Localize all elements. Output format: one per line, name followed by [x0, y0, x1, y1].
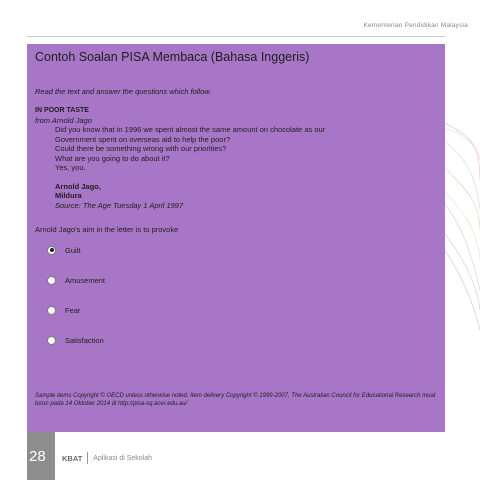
option-label: Guilt	[65, 245, 81, 255]
text-author: from Arnold Jago	[35, 115, 92, 125]
text-line: Could there be something wrong with our priorities?	[55, 144, 227, 153]
reading-text	[35, 106, 435, 210]
footer-kbat: KBAT	[62, 453, 83, 463]
radio-button[interactable]	[47, 336, 56, 345]
radio-button[interactable]	[47, 246, 56, 255]
signature-block	[35, 182, 435, 211]
sample-question-panel	[27, 44, 445, 432]
page-number-box	[27, 432, 55, 480]
page-number: 28	[29, 448, 46, 465]
radio-button[interactable]	[47, 276, 56, 285]
footer-subtitle: Aplikasi di Sekolah	[93, 454, 153, 462]
header-divider	[27, 36, 445, 37]
option-satisfaction[interactable]	[47, 333, 104, 347]
option-label: Fear	[65, 305, 81, 315]
question-prompt: Arnold Jago’s aim in the letter is to provoke	[35, 225, 179, 234]
text-heading: IN POOR TASTE	[35, 107, 89, 114]
option-amusement[interactable]	[47, 273, 105, 287]
text-body	[35, 125, 435, 173]
radio-button[interactable]	[47, 306, 56, 315]
text-line: Yes, you.	[55, 163, 86, 172]
footer	[62, 452, 152, 464]
option-label: Satisfaction	[65, 335, 104, 345]
signature-name: Arnold Jago,	[55, 181, 101, 191]
radio-selected-dot	[50, 248, 54, 252]
text-source: Source: The Age Tuesday 1 April 1997	[55, 200, 184, 210]
publisher-header: Kementerian Pendidikan Malaysia	[363, 22, 468, 29]
panel-title: Contoh Soalan PISA Membaca (Bahasa Inggeris)	[35, 50, 310, 64]
footer-separator	[87, 452, 88, 464]
text-line: Government spent on overseas aid to help the poor?	[55, 134, 231, 144]
signature-place: Mildura	[55, 191, 82, 200]
option-guilt[interactable]	[47, 243, 80, 257]
text-line: What are you going to do about it?	[55, 153, 170, 163]
text-line: Did you know that in 1996 we spent almost the same amount on chocolate as our	[55, 125, 326, 134]
option-fear[interactable]	[47, 303, 80, 317]
instruction-text: Read the text and answer the questions which follow.	[35, 87, 212, 96]
option-label: Amusement	[65, 275, 106, 285]
copyright-footnote: Sample items Copyright © OECD unless otherwise noted. Item delivery Copyright © 1999-2007, The Australian Council for Educational Research muat turun pada 14 Oktober 2014 di http://pisa-sq.acer.edu.au/	[35, 393, 436, 407]
